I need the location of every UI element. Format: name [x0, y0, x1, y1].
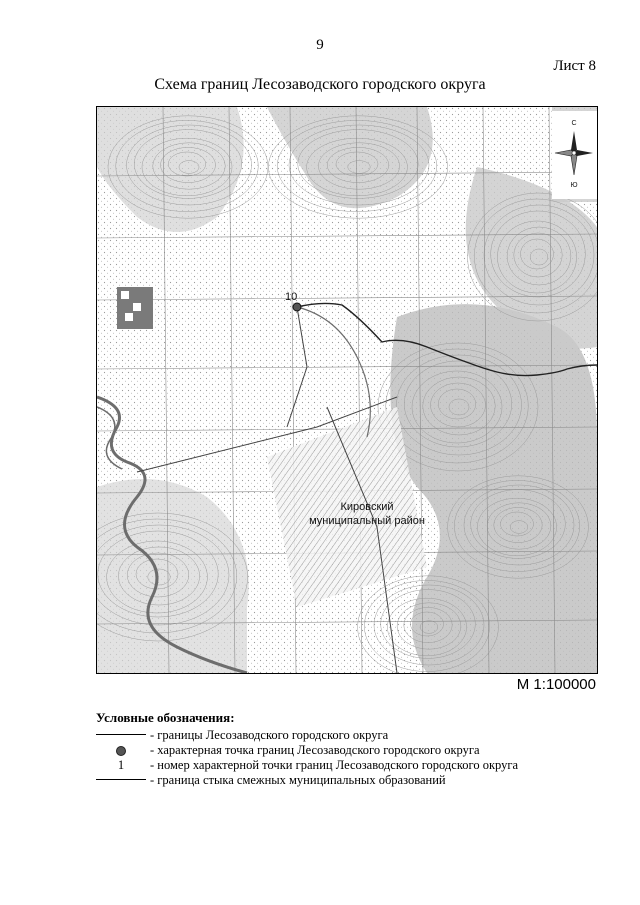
- legend-text: - границы Лесозаводского городского округа: [150, 728, 389, 742]
- compass-north-label: С: [571, 120, 577, 127]
- boundary-point-marker[interactable]: [293, 303, 301, 311]
- legend-item-point-number: [96, 757, 616, 773]
- legend-text: - характерная точка границ Лесозаводского городского округа: [150, 743, 480, 757]
- district-label-line1: Кировский: [340, 501, 394, 513]
- compass-south-label: Ю: [570, 182, 578, 189]
- topographic-map[interactable]: [96, 106, 598, 674]
- settlement-block: [117, 287, 153, 329]
- legend-number-symbol: 1: [117, 758, 125, 772]
- map-title: Схема границ Лесозаводского городского округа: [154, 76, 486, 93]
- legend-line-symbol-icon: [96, 772, 146, 788]
- map-scale: М 1:100000: [516, 676, 596, 693]
- map-canvas[interactable]: [97, 107, 597, 673]
- legend-item-junction: [96, 772, 616, 788]
- legend-text: - граница стыка смежных муниципальных образований: [150, 773, 446, 787]
- legend-dot-symbol-icon: [96, 742, 146, 758]
- legend-line-symbol-icon: [96, 727, 146, 743]
- district-label-line2: муниципальный район: [309, 515, 425, 527]
- page-number: 9: [316, 37, 324, 53]
- legend-title: Условные обозначения:: [96, 710, 235, 725]
- boundary-point-label: 10: [285, 291, 298, 303]
- legend-item-point: [96, 742, 616, 758]
- compass-rose: [552, 111, 597, 199]
- legend-item-boundary: [96, 727, 616, 743]
- sheet-label: Лист 8: [553, 58, 596, 74]
- legend-text: - номер характерной точки границ Лесозаводского городского округа: [150, 758, 519, 772]
